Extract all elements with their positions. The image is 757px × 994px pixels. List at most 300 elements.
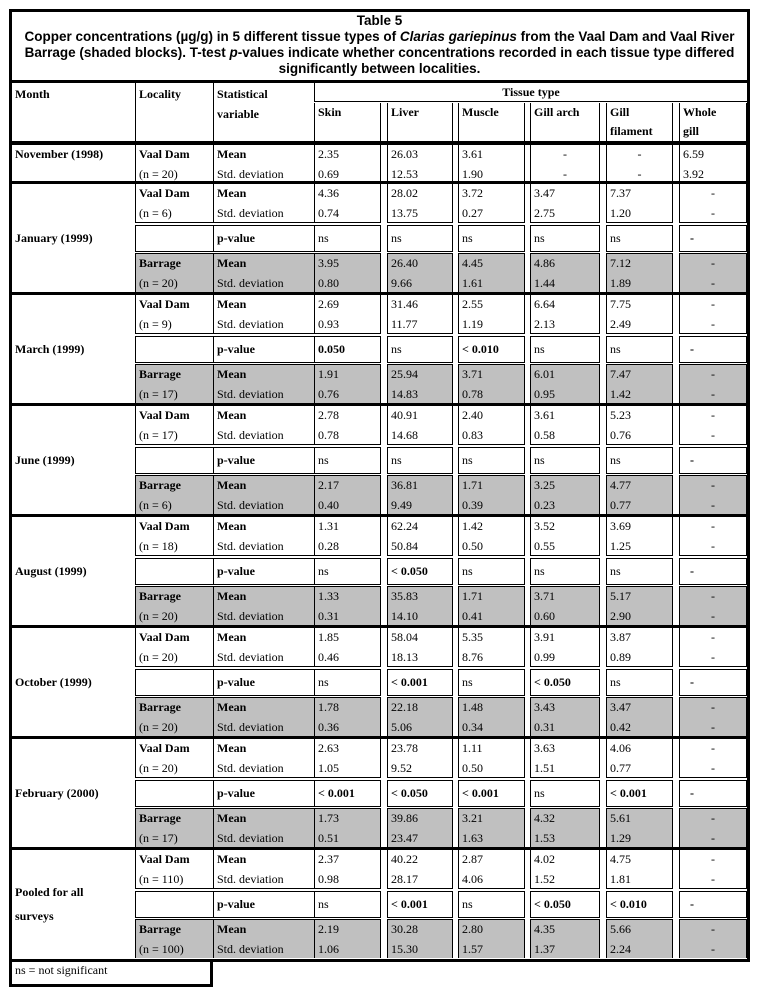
cell-text: 1.29 xyxy=(610,830,631,845)
month-label xyxy=(12,184,135,292)
p-value-whole-gill xyxy=(679,891,747,918)
cell-text: ns xyxy=(318,231,329,245)
cell-text: 9.52 xyxy=(391,760,412,775)
p-value-label xyxy=(213,669,314,696)
cell-text: (n = 17) xyxy=(139,427,178,442)
vaal-value-gill-arch xyxy=(530,517,600,556)
statistic-cell xyxy=(213,253,314,292)
cell-text: 4.36 xyxy=(318,186,339,200)
p-value-liver xyxy=(387,780,453,807)
p-value-locality-cell xyxy=(135,336,213,363)
p-value-label xyxy=(213,558,314,585)
locality-cell xyxy=(135,406,213,445)
locality-cell xyxy=(135,739,213,778)
cell-text: Gill arch xyxy=(534,105,580,119)
vaal-value-skin xyxy=(314,850,381,889)
caption-text: -values indicate whether concentrations recorded in each tissue type differed significantly between localities. xyxy=(237,45,735,76)
cell-text: ns xyxy=(534,231,545,245)
vaal-value-whole-gill xyxy=(679,628,747,667)
value-gill-filament xyxy=(606,145,673,182)
footnote: ns = not significant xyxy=(9,959,213,987)
cell-text: 5.06 xyxy=(391,719,412,734)
vaal-value-whole-gill xyxy=(679,850,747,889)
cell-text: 3.71 xyxy=(534,589,555,603)
cell-text: Barrage xyxy=(139,589,181,603)
cell-text: 4.06 xyxy=(610,741,631,755)
vaal-value-liver xyxy=(387,295,453,334)
cell-text: 0.40 xyxy=(318,497,339,512)
cell-text: 1.71 xyxy=(462,478,483,492)
p-value-whole-gill xyxy=(679,558,747,585)
cell-text: 0.77 xyxy=(610,497,631,512)
barrage-value-gill-filament xyxy=(606,253,673,292)
cell-text: 2.13 xyxy=(534,316,555,331)
cell-text: - xyxy=(711,719,715,734)
cell-text: 0.34 xyxy=(462,719,483,734)
p-value-locality-cell xyxy=(135,891,213,918)
locality-cell xyxy=(135,586,213,625)
p-value-whole-gill xyxy=(679,447,747,474)
cell-text: < 0.050 xyxy=(391,786,428,800)
cell-text: February (2000) xyxy=(15,785,99,800)
cell-text: p-value xyxy=(217,231,256,245)
cell-text: Whole xyxy=(683,105,717,119)
vaal-value-whole-gill xyxy=(679,295,747,334)
cell-text: ns xyxy=(462,231,473,245)
vaal-value-whole-gill xyxy=(679,517,747,556)
cell-text: ns xyxy=(391,453,402,467)
cell-text: - xyxy=(711,408,715,422)
cell-text: Mean xyxy=(217,478,247,492)
cell-text: Barrage xyxy=(139,478,181,492)
cell-text: 2.75 xyxy=(534,205,555,220)
statistic-cell xyxy=(213,739,314,778)
p-value-gill-filament xyxy=(606,558,673,585)
cell-text: 1.42 xyxy=(462,519,483,533)
p-value-gill-filament xyxy=(606,669,673,696)
vaal-value-gill-filament xyxy=(606,628,673,667)
barrage-value-gill-filament xyxy=(606,697,673,736)
cell-text: Mean xyxy=(217,630,247,644)
cell-text: Barrage xyxy=(139,367,181,381)
caption-species: Clarias gariepinus xyxy=(399,29,517,44)
cell-text: 2.87 xyxy=(462,852,483,866)
cell-text: - xyxy=(711,497,715,512)
cell-text: 0.78 xyxy=(318,427,339,442)
cell-text: < 0.050 xyxy=(534,675,571,689)
p-value-liver xyxy=(387,336,453,363)
locality-cell xyxy=(135,697,213,736)
cell-text: (n = 17) xyxy=(139,386,178,401)
caption-text: Copper concentrations (µg/g) in 5 different tissue types of xyxy=(24,29,400,44)
caption-text: from the Vaal Dam and Vaal River Barrage (shaded blocks). T-test xyxy=(24,29,735,60)
barrage-value-liver xyxy=(387,475,453,514)
cell-text: Mean xyxy=(217,741,247,755)
cell-text: 22.18 xyxy=(391,700,418,714)
cell-text: 1.51 xyxy=(534,760,555,775)
vaal-value-muscle xyxy=(458,517,525,556)
p-value-locality-cell xyxy=(135,447,213,474)
cell-text: Vaal Dam xyxy=(139,630,190,644)
cell-text: ns xyxy=(534,453,545,467)
vaal-value-skin xyxy=(314,739,381,778)
cell-text: 12.53 xyxy=(391,166,418,181)
cell-text: 40.91 xyxy=(391,408,418,422)
p-value-liver xyxy=(387,558,453,585)
cell-text: (n = 18) xyxy=(139,538,178,553)
barrage-value-gill-filament xyxy=(606,364,673,403)
cell-text: January (1999) xyxy=(15,230,93,245)
p-value-locality-cell xyxy=(135,669,213,696)
cell-text: 4.75 xyxy=(610,852,631,866)
month-label xyxy=(12,739,135,847)
cell-text: Muscle xyxy=(462,105,499,119)
cell-text: Mean xyxy=(217,186,247,200)
p-value-label xyxy=(213,225,314,252)
month-label xyxy=(12,850,135,958)
cell-text: 2.55 xyxy=(462,297,483,311)
vaal-value-liver xyxy=(387,406,453,445)
cell-text: 3.95 xyxy=(318,256,339,270)
cell-text: 2.40 xyxy=(462,408,483,422)
cell-text: 8.76 xyxy=(462,649,483,664)
cell-text: 28.02 xyxy=(391,186,418,200)
cell-text: ns xyxy=(534,786,545,800)
p-value-liver xyxy=(387,891,453,918)
cell-text: Mean xyxy=(217,811,247,825)
vaal-value-gill-filament xyxy=(606,850,673,889)
statistic-cell xyxy=(213,808,314,847)
cell-text: 3.87 xyxy=(610,630,631,644)
p-value-muscle xyxy=(458,447,525,474)
barrage-value-skin xyxy=(314,919,381,958)
vaal-value-gill-filament xyxy=(606,517,673,556)
cell-text: 5.17 xyxy=(610,589,631,603)
cell-text: ns xyxy=(462,675,473,689)
cell-text: 3.61 xyxy=(534,408,555,422)
p-value-liver xyxy=(387,447,453,474)
statistic-cell xyxy=(213,475,314,514)
cell-text: Std. deviation xyxy=(217,941,284,956)
cell-text: < 0.050 xyxy=(391,564,428,578)
cell-text: 2.63 xyxy=(318,741,339,755)
p-value-skin xyxy=(314,336,381,363)
cell-text: p-value xyxy=(217,453,256,467)
cell-text: Std. deviation xyxy=(217,719,284,734)
statistic-cell xyxy=(213,697,314,736)
cell-text: - xyxy=(711,941,715,956)
cell-text: 1.57 xyxy=(462,941,483,956)
cell-text: Skin xyxy=(318,105,342,119)
p-value-skin xyxy=(314,225,381,252)
header-whole-gill xyxy=(679,103,747,141)
month-label xyxy=(12,517,135,625)
barrage-value-whole-gill xyxy=(679,475,747,514)
barrage-value-gill-arch xyxy=(530,364,600,403)
cell-text: 25.94 xyxy=(391,367,418,381)
barrage-value-whole-gill xyxy=(679,364,747,403)
cell-text: - xyxy=(690,675,694,689)
cell-text: ns xyxy=(610,453,621,467)
vaal-value-muscle xyxy=(458,850,525,889)
cell-text: Mean xyxy=(217,147,247,161)
cell-text: 0.89 xyxy=(610,649,631,664)
cell-text: - xyxy=(711,427,715,442)
cell-text: - xyxy=(711,386,715,401)
cell-text: 50.84 xyxy=(391,538,418,553)
cell-text: (n = 20) xyxy=(139,760,178,775)
cell-text: 2.19 xyxy=(318,922,339,936)
cell-text: 0.39 xyxy=(462,497,483,512)
cell-text: 58.04 xyxy=(391,630,418,644)
cell-text: 0.93 xyxy=(318,316,339,331)
p-value-gill-filament xyxy=(606,891,673,918)
cell-text: ns xyxy=(391,342,402,356)
cell-text: - xyxy=(711,589,715,603)
cell-text: Std. deviation xyxy=(217,205,284,220)
p-value-locality-cell xyxy=(135,558,213,585)
header-liver xyxy=(387,103,453,141)
cell-text: 3.72 xyxy=(462,186,483,200)
cell-text: 1.52 xyxy=(534,871,555,886)
cell-text: 1.71 xyxy=(462,589,483,603)
cell-text: Mean xyxy=(217,922,247,936)
cell-text: Std. deviation xyxy=(217,871,284,886)
p-value-skin xyxy=(314,669,381,696)
barrage-value-gill-filament xyxy=(606,919,673,958)
locality-cell xyxy=(135,850,213,889)
header-tissue-type xyxy=(314,83,747,102)
cell-text: (n = 20) xyxy=(139,649,178,664)
cell-text: - xyxy=(711,205,715,220)
cell-text: 36.81 xyxy=(391,478,418,492)
locality-cell xyxy=(135,184,213,223)
p-value-label xyxy=(213,447,314,474)
cell-text: 9.66 xyxy=(391,275,412,290)
cell-text: ns xyxy=(534,342,545,356)
cell-text: 3.69 xyxy=(610,519,631,533)
cell-text: - xyxy=(711,256,715,270)
statistic-cell xyxy=(213,364,314,403)
barrage-value-liver xyxy=(387,253,453,292)
cell-text: 1.44 xyxy=(534,275,555,290)
cell-text: Std. deviation xyxy=(217,427,284,442)
cell-text: 13.75 xyxy=(391,205,418,220)
barrage-value-liver xyxy=(387,808,453,847)
barrage-value-gill-arch xyxy=(530,919,600,958)
cell-text: ns xyxy=(318,564,329,578)
cell-text: Std. deviation xyxy=(217,166,284,181)
barrage-value-gill-arch xyxy=(530,475,600,514)
cell-text: - xyxy=(711,830,715,845)
cell-text: gill xyxy=(683,124,700,138)
header-gill-arch xyxy=(530,103,600,141)
cell-text: 11.77 xyxy=(391,316,418,331)
barrage-value-liver xyxy=(387,586,453,625)
cell-text: 0.28 xyxy=(318,538,339,553)
cell-text: (n = 20) xyxy=(139,166,178,181)
cell-text: 23.78 xyxy=(391,741,418,755)
locality-cell xyxy=(135,364,213,403)
cell-text: 2.49 xyxy=(610,316,631,331)
header-gill-filament xyxy=(606,103,673,141)
barrage-value-muscle xyxy=(458,586,525,625)
vaal-value-liver xyxy=(387,739,453,778)
vaal-value-liver xyxy=(387,517,453,556)
cell-text: Std. deviation xyxy=(217,386,284,401)
cell-text: 23.47 xyxy=(391,830,418,845)
cell-text: 1.37 xyxy=(534,941,555,956)
cell-text: 2.78 xyxy=(318,408,339,422)
vaal-value-skin xyxy=(314,295,381,334)
cell-text: - xyxy=(711,700,715,714)
vaal-value-skin xyxy=(314,406,381,445)
cell-text: p-value xyxy=(217,897,256,911)
p-value-label xyxy=(213,891,314,918)
barrage-value-gill-arch xyxy=(530,808,600,847)
cell-text: - xyxy=(711,852,715,866)
cell-text: 0.27 xyxy=(462,205,483,220)
barrage-value-gill-arch xyxy=(530,253,600,292)
cell-text: < 0.001 xyxy=(391,675,428,689)
cell-text: Vaal Dam xyxy=(139,186,190,200)
cell-text: 1.85 xyxy=(318,630,339,644)
cell-text: p-value xyxy=(217,786,256,800)
p-value-muscle xyxy=(458,780,525,807)
cell-text: 1.53 xyxy=(534,830,555,845)
cell-text: 14.10 xyxy=(391,608,418,623)
cell-text: < 0.001 xyxy=(462,786,499,800)
barrage-value-skin xyxy=(314,586,381,625)
cell-text: 3.21 xyxy=(462,811,483,825)
cell-text: ns xyxy=(318,453,329,467)
cell-text: 39.86 xyxy=(391,811,418,825)
cell-text: 62.24 xyxy=(391,519,418,533)
cell-text: 4.45 xyxy=(462,256,483,270)
cell-text: Pooled for all xyxy=(15,885,84,899)
locality-cell xyxy=(135,517,213,556)
p-value-muscle xyxy=(458,891,525,918)
cell-text: ns xyxy=(610,231,621,245)
header-statistical-variable xyxy=(213,83,314,141)
cell-text: 4.77 xyxy=(610,478,631,492)
cell-text: (n = 6) xyxy=(139,497,172,512)
p-value-gill-filament xyxy=(606,225,673,252)
barrage-value-skin xyxy=(314,253,381,292)
p-value-gill-arch xyxy=(530,558,600,585)
p-value-label xyxy=(213,780,314,807)
cell-text: Vaal Dam xyxy=(139,519,190,533)
cell-text: 3.92 xyxy=(683,166,704,181)
cell-text: < 0.010 xyxy=(610,897,647,911)
cell-text: ns xyxy=(391,231,402,245)
header-muscle xyxy=(458,103,525,141)
cell-text: - xyxy=(711,608,715,623)
cell-text: 3.43 xyxy=(534,700,555,714)
month-label xyxy=(12,406,135,514)
cell-text: Std. deviation xyxy=(217,275,284,290)
cell-text: 0.36 xyxy=(318,719,339,734)
vaal-value-gill-arch xyxy=(530,850,600,889)
cell-text: ns xyxy=(610,564,621,578)
cell-text: 1.63 xyxy=(462,830,483,845)
cell-text: Mean xyxy=(217,256,247,270)
cell-text: 3.47 xyxy=(534,186,555,200)
cell-text: 0.46 xyxy=(318,649,339,664)
cell-text: 15.30 xyxy=(391,941,418,956)
cell-text: 7.47 xyxy=(610,367,631,381)
cell-text: - xyxy=(711,478,715,492)
cell-text: p-value xyxy=(217,675,256,689)
cell-text: (n = 20) xyxy=(139,719,178,734)
cell-text: 3.71 xyxy=(462,367,483,381)
barrage-value-liver xyxy=(387,919,453,958)
table-caption xyxy=(12,29,747,77)
cell-text: - xyxy=(711,316,715,331)
cell-text: 1.05 xyxy=(318,760,339,775)
vaal-value-whole-gill xyxy=(679,739,747,778)
p-value-whole-gill xyxy=(679,225,747,252)
cell-text: 0.74 xyxy=(318,205,339,220)
p-value-muscle xyxy=(458,558,525,585)
cell-text: 1.42 xyxy=(610,386,631,401)
cell-text: Mean xyxy=(217,519,247,533)
cell-text: 1.61 xyxy=(462,275,483,290)
statistic-cell xyxy=(213,295,314,334)
statistic-cell xyxy=(213,145,314,182)
cell-text: - xyxy=(690,231,694,245)
cell-text: - xyxy=(563,147,567,161)
cell-text: Std. deviation xyxy=(217,830,284,845)
barrage-value-gill-filament xyxy=(606,808,673,847)
vaal-value-gill-arch xyxy=(530,739,600,778)
cell-text: 30.28 xyxy=(391,922,418,936)
cell-text: 1.06 xyxy=(318,941,339,956)
value-whole-gill xyxy=(679,145,747,182)
cell-text: < 0.050 xyxy=(534,897,571,911)
cell-text: 26.40 xyxy=(391,256,418,270)
cell-text: 5.61 xyxy=(610,811,631,825)
cell-text: - xyxy=(711,297,715,311)
cell-text: 6.64 xyxy=(534,297,555,311)
cell-text: 5.66 xyxy=(610,922,631,936)
vaal-value-muscle xyxy=(458,406,525,445)
locality-cell xyxy=(135,475,213,514)
caption-p: p xyxy=(229,45,238,60)
cell-text: Vaal Dam xyxy=(139,147,190,161)
cell-text: (n = 6) xyxy=(139,205,172,220)
cell-text: 1.78 xyxy=(318,700,339,714)
value-gill-arch xyxy=(530,145,600,182)
p-value-whole-gill xyxy=(679,780,747,807)
value-skin xyxy=(314,145,381,182)
cell-text: November (1998) xyxy=(15,147,104,161)
cell-text: - xyxy=(711,630,715,644)
cell-text: Mean xyxy=(217,367,247,381)
cell-text: - xyxy=(690,453,694,467)
cell-text: 14.68 xyxy=(391,427,418,442)
cell-text: 26.03 xyxy=(391,147,418,161)
cell-text: 0.31 xyxy=(534,719,555,734)
cell-text: 3.63 xyxy=(534,741,555,755)
statistic-cell xyxy=(213,850,314,889)
p-value-gill-filament xyxy=(606,336,673,363)
cell-text: Vaal Dam xyxy=(139,852,190,866)
p-value-skin xyxy=(314,780,381,807)
cell-text: ns xyxy=(610,675,621,689)
cell-text: filament xyxy=(610,124,653,138)
cell-text: 2.69 xyxy=(318,297,339,311)
